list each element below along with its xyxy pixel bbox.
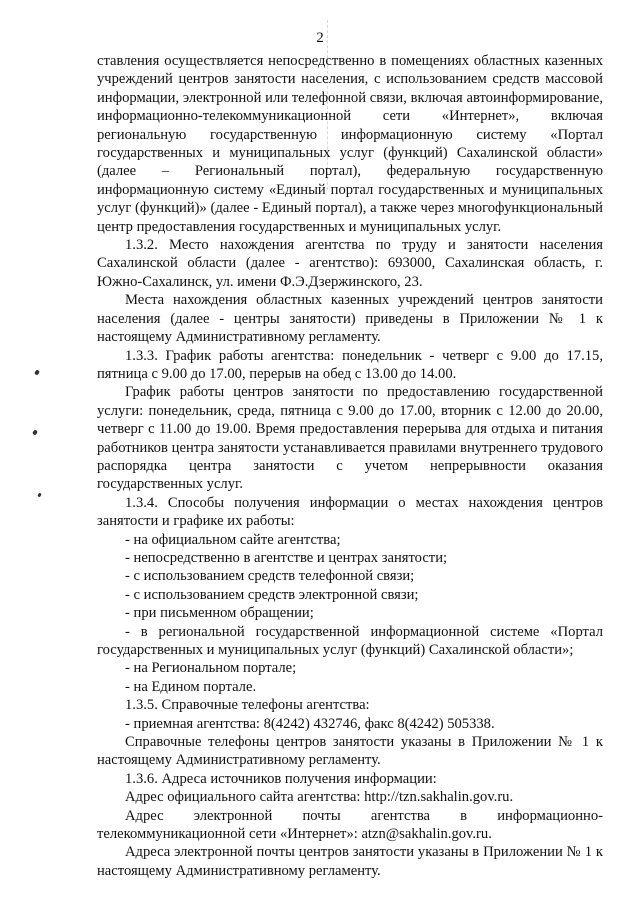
paragraph-1-3-5: 1.3.5. Справочные телефоны агентства: <box>125 697 370 714</box>
paragraph-reception-phone: - приемная агентства: 8(4242) 432746, факс 8(4242) 505338. <box>125 715 495 732</box>
list-item: - в региональной государственной информационной системе «Портал государственных и муниципальных услуг (функций) Сахалинской области»; <box>97 623 603 658</box>
scan-speck <box>37 493 42 498</box>
list-item: - на Региональном портале; <box>125 660 297 677</box>
paragraph-centers-schedule: График работы центров занятости по предоставлению государственной услуги: понедельник, среда, пятница с 9.00 до 17.00, вторник с 12.00 до 20.00, четверг с 11.00 до 19.00. Время предоставления перерыва для отдыха и питания работников центра занятости устанавливается правилами внутреннего трудового распорядка центра занятости с учетом непрерывности оказания государственных услуг. <box>97 384 603 493</box>
scan-speck <box>34 369 40 375</box>
list-item: - на Едином портале. <box>125 678 257 695</box>
paragraph-intro-continuation: ставления осуществляется непосредственно в помещениях областных казенных учреждений центров занятости населения, с использованием средств массовой информации, электронной или телефонной связи, включая автоинформирование, информационно-телекоммуникационной сети «Интернет», включая региональную государственную информационную систему «Портал государственных и муниципальных услуг (функций) Сахалинской области» (далее – Региональный портал), федеральную государственную информационную систему «Единый портал государственных и муниципальных услуг (функций)» (далее - Единый портал), а также через многофункциональный центр предоставления государственных и муниципальных услуг. <box>97 53 603 235</box>
list-item: - непосредственно в агентстве и центрах занятости; <box>125 549 448 566</box>
document-body <box>97 52 603 880</box>
page-number: 2 <box>316 30 324 46</box>
paragraph-employment-centers-locations: Места нахождения областных казенных учреждений центров занятости населения (далее - центры занятости) приведены в Приложении № 1 к настоящему Административному регламенту. <box>97 292 603 346</box>
list-item: - при письменном обращении; <box>125 605 314 622</box>
scan-speck <box>32 429 38 435</box>
paragraph-1-3-2: 1.3.2. Место нахождения агентства по труду и занятости населения Сахалинской области (далее - агентство): 693000, Сахалинская область, г. Южно-Сахалинск, ул. имени Ф.Э.Дзержинского, 23. <box>97 237 603 290</box>
paragraph-1-3-6: 1.3.6. Адреса источников получения информации: <box>125 770 437 787</box>
paragraph-centers-emails: Адреса электронной почты центров занятости указаны в Приложении № 1 к настоящему Административному регламенту. <box>97 844 603 879</box>
list-item: - с использованием средств электронной связи; <box>125 586 419 603</box>
paragraph-1-3-4: 1.3.4. Способы получения информации о местах нахождения центров занятости и графике их работы: <box>97 494 603 530</box>
paragraph-centers-phones: Справочные телефоны центров занятости указаны в Приложении № 1 к настоящему Административному регламенту. <box>97 734 603 769</box>
list-item: - с использованием средств телефонной связи; <box>125 568 415 585</box>
paragraph-agency-email: Адрес электронной почты агентства в информационно-телекоммуникационной сети «Интернет»: atzn@sakhalin.gov.ru. <box>97 807 603 843</box>
list-item: - на официальном сайте агентства; <box>125 531 341 548</box>
paragraph-website-address: Адрес официального сайта агентства: http://tzn.sakhalin.gov.ru. <box>125 789 514 806</box>
paragraph-1-3-3: 1.3.3. График работы агентства: понедельник - четверг с 9.00 до 17.15, пятница с 9.00 до 17.00, перерыв на обед с 13.00 до 14.00. <box>97 347 603 382</box>
